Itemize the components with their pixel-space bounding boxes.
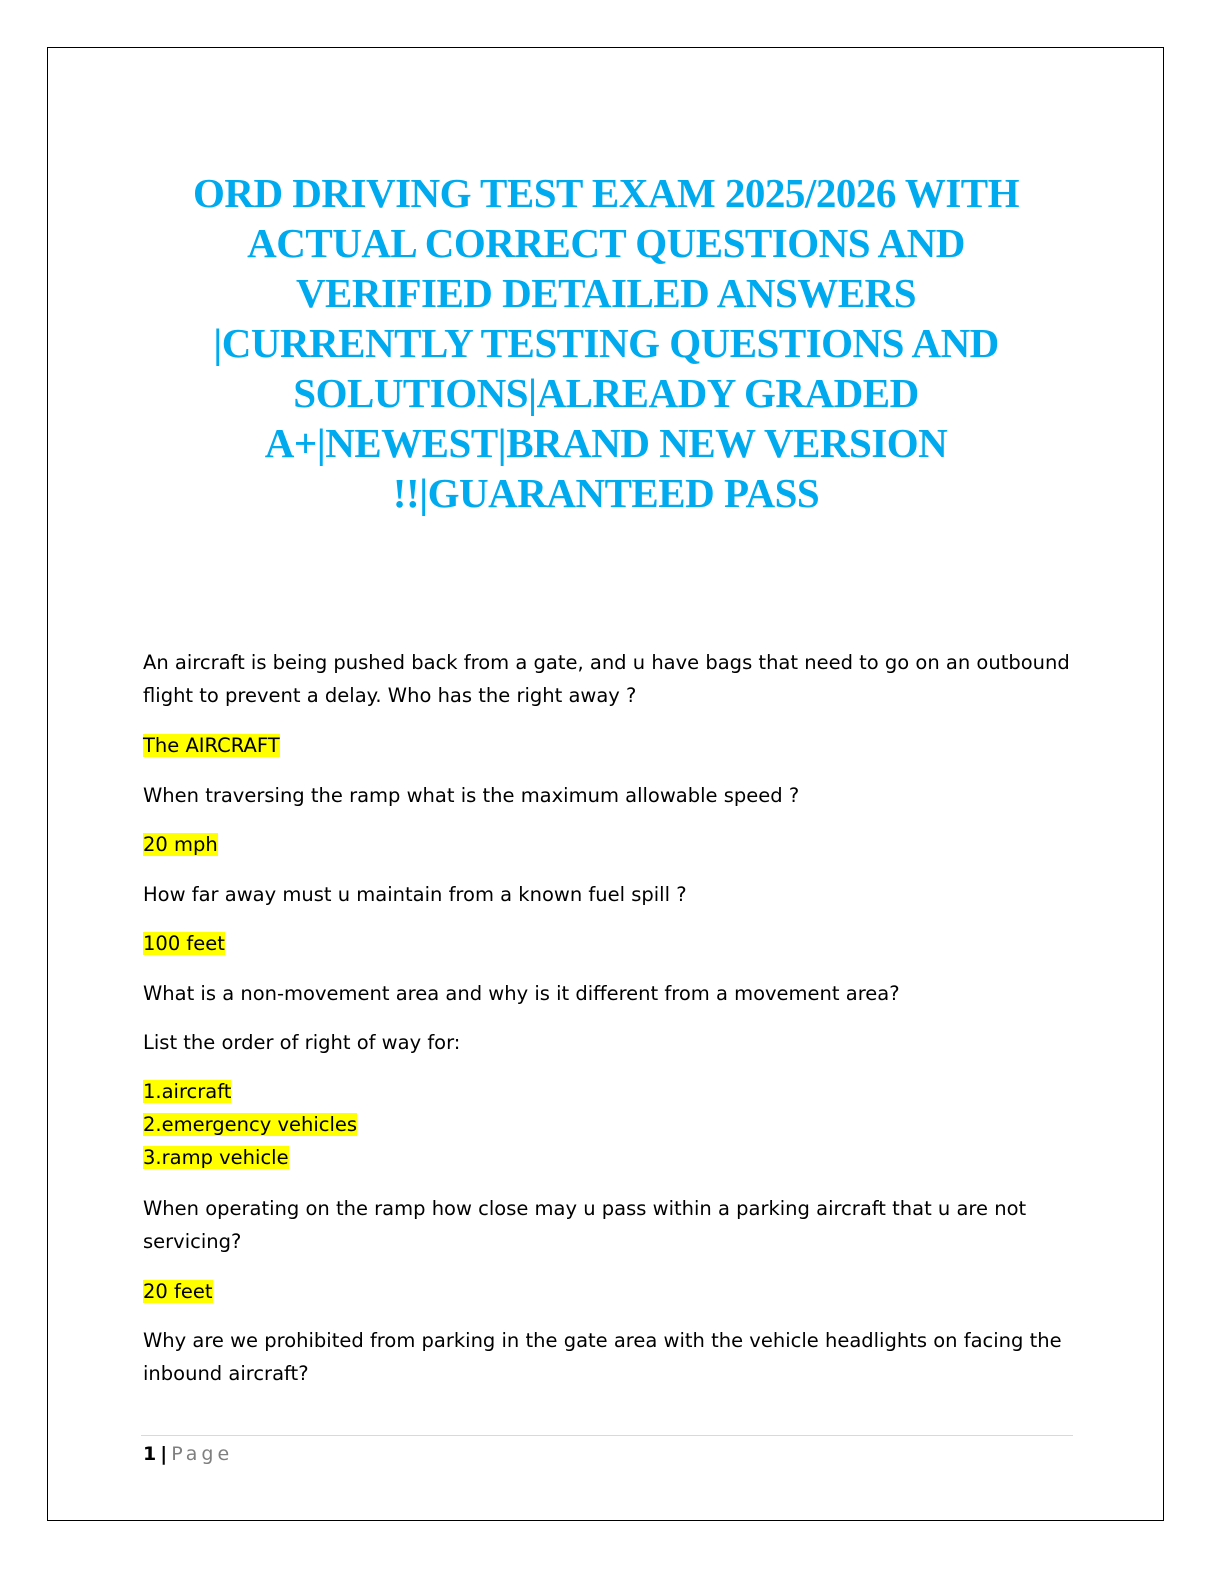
- footer-divider: [141, 1435, 1073, 1436]
- answer-highlight: 100 feet: [143, 932, 225, 955]
- question-line: An aircraft is being pushed back from a gate, and u have bags that need to go on an outbound: [143, 651, 1070, 674]
- answer-2: [143, 828, 218, 861]
- answer-5-list: [143, 1075, 357, 1174]
- footer-separator: |: [160, 1443, 168, 1465]
- answer-highlight: 20 feet: [143, 1280, 213, 1303]
- title-line: SOLUTIONS|ALREADY GRADED: [293, 370, 919, 416]
- question-line: When operating on the ramp how close may u pass within a parking aircraft that u are not: [143, 1197, 1027, 1220]
- page-number: 1: [143, 1443, 157, 1465]
- question-2: [143, 779, 799, 812]
- list-item: 2.emergency vehicles: [143, 1113, 358, 1136]
- question-line: How far away must u maintain from a known fuel spill ?: [143, 883, 687, 906]
- question-line: When traversing the ramp what is the maximum allowable speed ?: [143, 784, 800, 807]
- list-item: 1.aircraft: [143, 1080, 232, 1103]
- question-5: [143, 1026, 460, 1059]
- title-line: !!|GUARANTEED PASS: [392, 470, 820, 516]
- answer-highlight: The AIRCRAFT: [143, 734, 280, 757]
- question-line: flight to prevent a delay. Who has the right away ?: [143, 684, 637, 707]
- page-label: Page: [171, 1443, 234, 1465]
- question-line: inbound aircraft?: [143, 1362, 309, 1385]
- question-line: servicing?: [143, 1230, 242, 1253]
- question-line: What is a non-movement area and why is it different from a movement area?: [143, 982, 900, 1005]
- title-line: VERIFIED DETAILED ANSWERS: [295, 270, 917, 316]
- question-3: [143, 878, 687, 911]
- question-line: Why are we prohibited from parking in the gate area with the vehicle headlights on facing the: [143, 1329, 1062, 1352]
- answer-1: [143, 729, 280, 762]
- question-4: [143, 977, 900, 1010]
- title-line: ORD DRIVING TEST EXAM 2025/2026 WITH: [192, 170, 1020, 216]
- title-line: |CURRENTLY TESTING QUESTIONS AND: [213, 320, 999, 366]
- question-1: [143, 646, 1070, 712]
- title-line: A+|NEWEST|BRAND NEW VERSION: [264, 420, 948, 466]
- answer-6: [143, 1275, 213, 1308]
- document-title: [150, 168, 1062, 518]
- question-7: [143, 1324, 1062, 1390]
- page-footer: [143, 1440, 233, 1468]
- question-line: List the order of right of way for:: [143, 1031, 461, 1054]
- answer-3: [143, 927, 225, 960]
- answer-highlight: 20 mph: [143, 833, 218, 856]
- title-line: ACTUAL CORRECT QUESTIONS AND: [247, 220, 965, 266]
- question-6: [143, 1192, 1026, 1258]
- list-item: 3.ramp vehicle: [143, 1146, 289, 1169]
